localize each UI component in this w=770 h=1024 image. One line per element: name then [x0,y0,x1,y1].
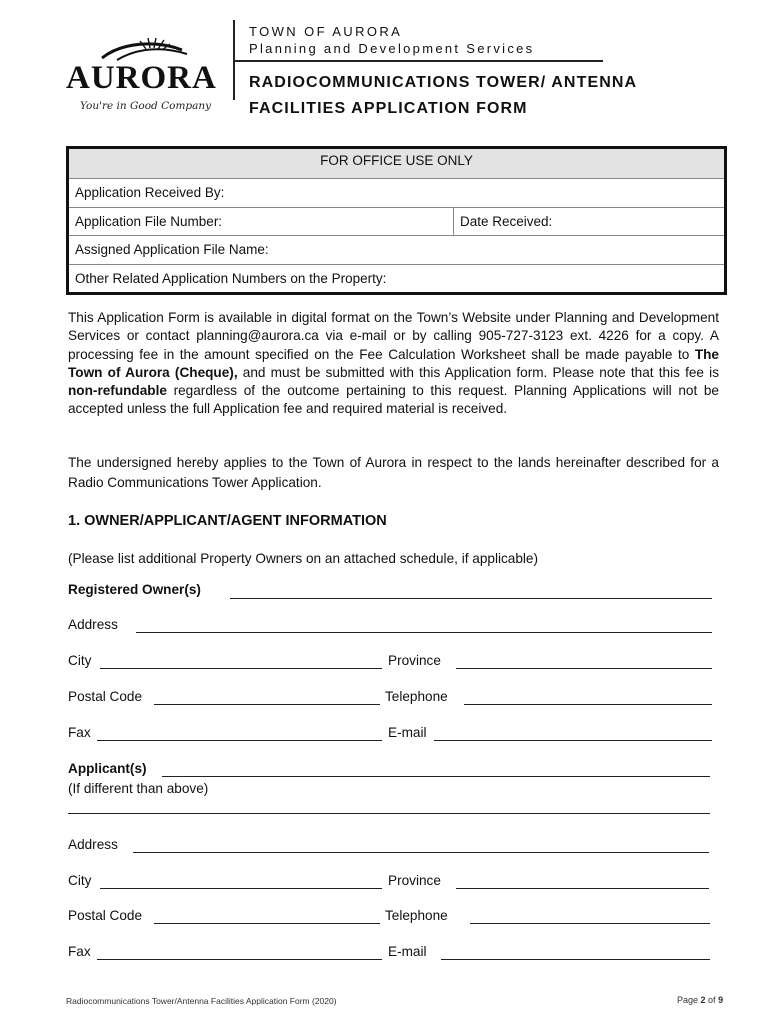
owner-telephone-label: Telephone [385,689,448,704]
applicant-telephone-label: Telephone [385,908,448,923]
application-statement: The undersigned hereby applies to the Town of Aurora in respect to the lands hereinafter described for a Radio Communications Tower Application. [68,455,719,490]
received-by-field: Application Received By: [69,178,724,207]
intro-text-a: This Application Form is available in digital format on the Town’s Website under Planning and Development Services or contact planning@aurora.ca via e-mail or by calling 905-727-3123 ext. 4226 for a copy. A processing fee in the amount specified on the Fee Calculation Worksheet shall be made payable to [68,310,719,362]
owner-fax-input[interactable] [97,740,382,741]
owner-city-input[interactable] [100,668,382,669]
applicant-name-input[interactable] [162,776,710,777]
page-number [677,995,723,1005]
applicant-email-input[interactable] [441,959,710,960]
intro-text-c: and must be submitted with this Application form. Please note that this fee is [237,364,719,380]
applicant-subnote: (If different than above) [68,781,209,796]
intro-text-e: regardless of the outcome pertaining to this request. Planning Applications will not be accepted unless the full Application fee and required material is received. [68,383,719,417]
owner-fax-label: Fax [68,725,91,740]
town-name: TOWN OF AURORA [249,24,403,39]
owner-address-label: Address [68,617,118,632]
header-divider-horizontal [233,60,603,62]
applicant-name-input-2[interactable] [68,813,710,814]
intro-text-d: non-refundable [68,383,167,399]
applicant-city-input[interactable] [100,888,382,889]
owner-telephone-input[interactable] [464,704,712,705]
owner-postal-input[interactable] [154,704,380,705]
department-name: Planning and Development Services [249,41,535,56]
assigned-name-field: Assigned Application File Name: [69,235,724,264]
applicant-postal-label: Postal Code [68,908,143,923]
applicant-city-label: City [68,873,92,888]
footer-form-name: Radiocommunications Tower/Antenna Facilities Application Form (2020) [66,996,337,1006]
applicant-heading: Applicant(s) [68,761,147,776]
owner-postal-label: Postal Code [68,689,143,704]
page-of: of [705,995,719,1005]
aurora-logo [62,36,218,120]
form-title [249,70,729,122]
date-received-field: Date Received: [460,213,553,229]
owner-address-input[interactable] [136,632,712,633]
owner-email-label: E-mail [388,725,427,740]
owner-province-label: Province [388,653,441,668]
applicant-province-input[interactable] [456,888,709,889]
applicant-address-label: Address [68,837,118,852]
page-prefix: Page [677,995,701,1005]
page-current: 2 [700,995,706,1005]
logo-wordmark: AURORA [66,60,217,96]
intro-text-b: The Town of Aurora (Cheque), [68,346,719,380]
office-use-heading: FOR OFFICE USE ONLY [69,149,724,178]
applicant-fax-label: Fax [68,944,91,959]
owner-city-label: City [68,653,92,668]
owner-province-input[interactable] [456,668,712,669]
owner-name-input[interactable] [230,598,712,599]
form-title-line1: RADIOCOMMUNICATIONS TOWER/ ANTENNA [249,74,638,91]
section-1-title: 1. OWNER/APPLICANT/AGENT INFORMATION [68,513,387,529]
owner-email-input[interactable] [434,740,712,741]
applicant-email-label: E-mail [388,944,427,959]
office-use-box [66,146,727,295]
applicant-fax-input[interactable] [97,959,382,960]
applicant-address-input[interactable] [133,852,709,853]
other-numbers-field: Other Related Application Numbers on the Property: [69,264,724,293]
section-1-note: (Please list additional Property Owners on an attached schedule, if applicable) [68,551,539,566]
form-title-line2: FACILITIES APPLICATION FORM [249,100,528,117]
owner-heading: Registered Owner(s) [68,582,201,597]
applicant-province-label: Province [388,873,441,888]
file-number-row [69,207,724,236]
logo-tagline: You're in Good Company [80,100,212,112]
applicant-telephone-input[interactable] [470,923,710,924]
page-total: 9 [718,995,724,1005]
intro-paragraph [68,309,719,419]
applicant-postal-input[interactable] [154,923,380,924]
file-number-field: Application File Number: [69,208,454,236]
